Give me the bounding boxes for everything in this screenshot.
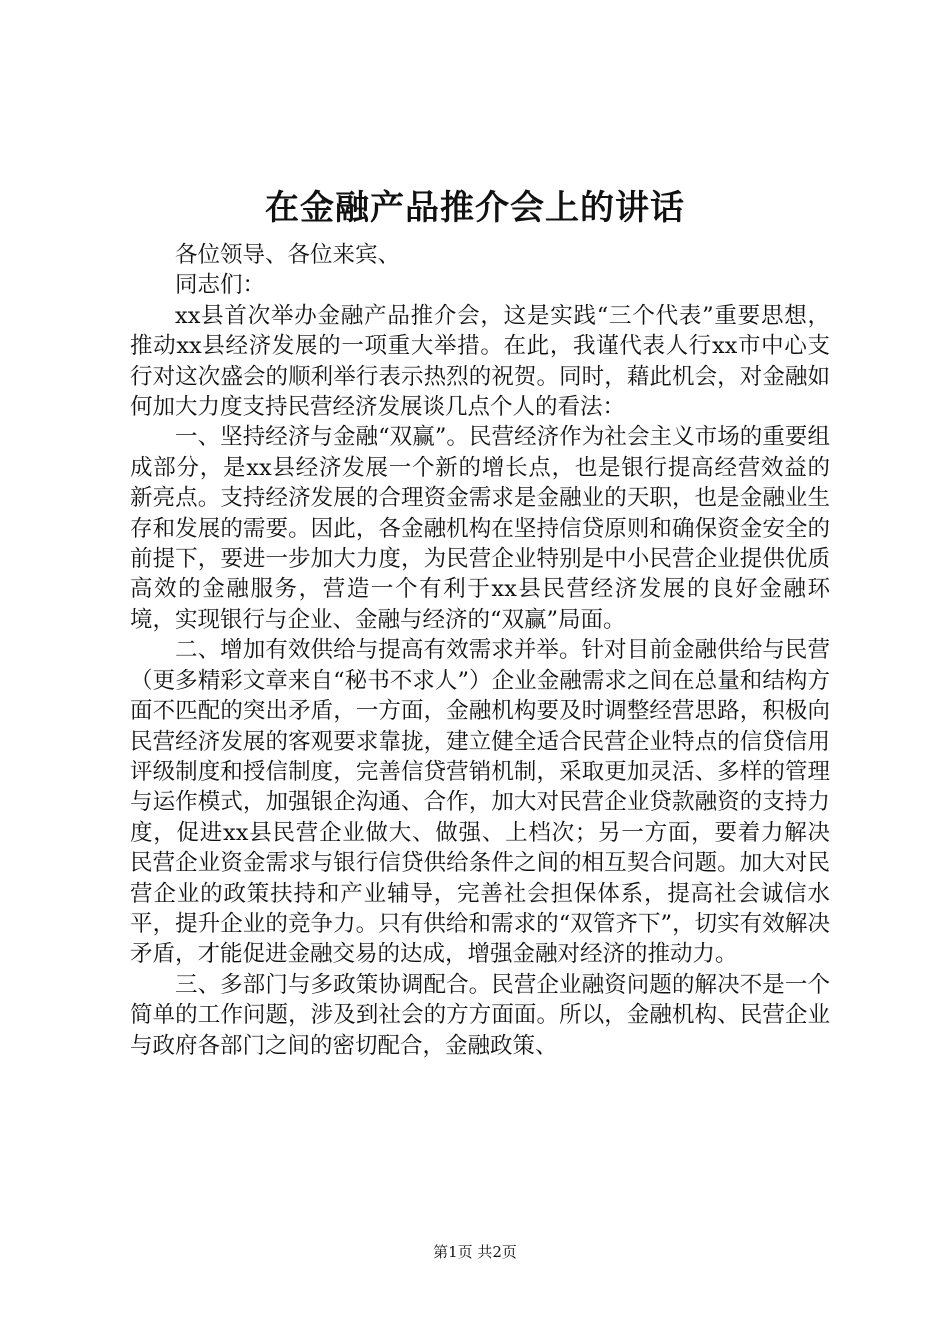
body-paragraph: 三、多部门与多政策协调配合。民营企业融资问题的解决不是一个简单的工作问题，涉及到社会的方方面面。所以，金融机构、民营企业与政府各部门之间的密切配合，金融政策、 (130, 971, 830, 1059)
document-title: 在金融产品推介会上的讲话 (265, 188, 685, 228)
document-body (130, 240, 830, 1061)
salutation-line: 各位领导、各位来宾、 (175, 242, 401, 268)
page-number-footer: 第1页 共2页 (433, 1243, 517, 1261)
body-paragraph: 二、增加有效供给与提高有效需求并举。针对目前金融供给与民营（更多精彩文章来自“秘书不求人”）企业金融需求之间在总量和结构方面不匹配的突出矛盾，一方面，金融机构要及时调整经营思路，积极向民营经济发展的客观要求靠拢，建立健全适合民营企业特点的信贷信用评级制度和授信制度，完善信贷营销机制，采取更加灵活、多样的管理与运作模式，加强银企沟通、合作，加大对民营企业贷款融资的支持力度，促进xx县民营企业做大、做强、上档次；另一方面，要着力解决民营企业资金需求与银行信贷供给条件之间的相互契合问题。加大对民营企业的政策扶持和产业辅导，完善社会担保体系，提高社会诚信水平，提升企业的竞争力。只有供给和需求的“双管齐下”，切实有效解决矛盾，才能促进金融交易的达成，增强金融对经济的推动力。 (130, 637, 830, 968)
body-paragraph: xx县首次举办金融产品推介会，这是实践“三个代表”重要思想，推动xx县经济发展的一项重大举措。在此，我谨代表人行xx市中心支行对这次盛会的顺利举行表示热烈的祝贺。同时，藉此机会，对金融如何加大力度支持民营经济发展谈几点个人的看法： (130, 302, 830, 421)
body-paragraph: 一、坚持经济与金融“双赢”。民营经济作为社会主义市场的重要组成部分，是xx县经济发展一个新的增长点，也是银行提高经营效益的新亮点。支持经济发展的合理资金需求是金融业的天职，也是金融业生存和发展的需要。因此，各金融机构在坚持信贷原则和确保资金安全的前提下，要进一步加大力度，为民营企业特别是中小民营企业提供优质高效的金融服务，营造一个有利于xx县民营经济发展的良好金融环境，实现银行与企业、金融与经济的“双赢”局面。 (130, 424, 830, 633)
salutation-line: 同志们： (175, 272, 266, 299)
